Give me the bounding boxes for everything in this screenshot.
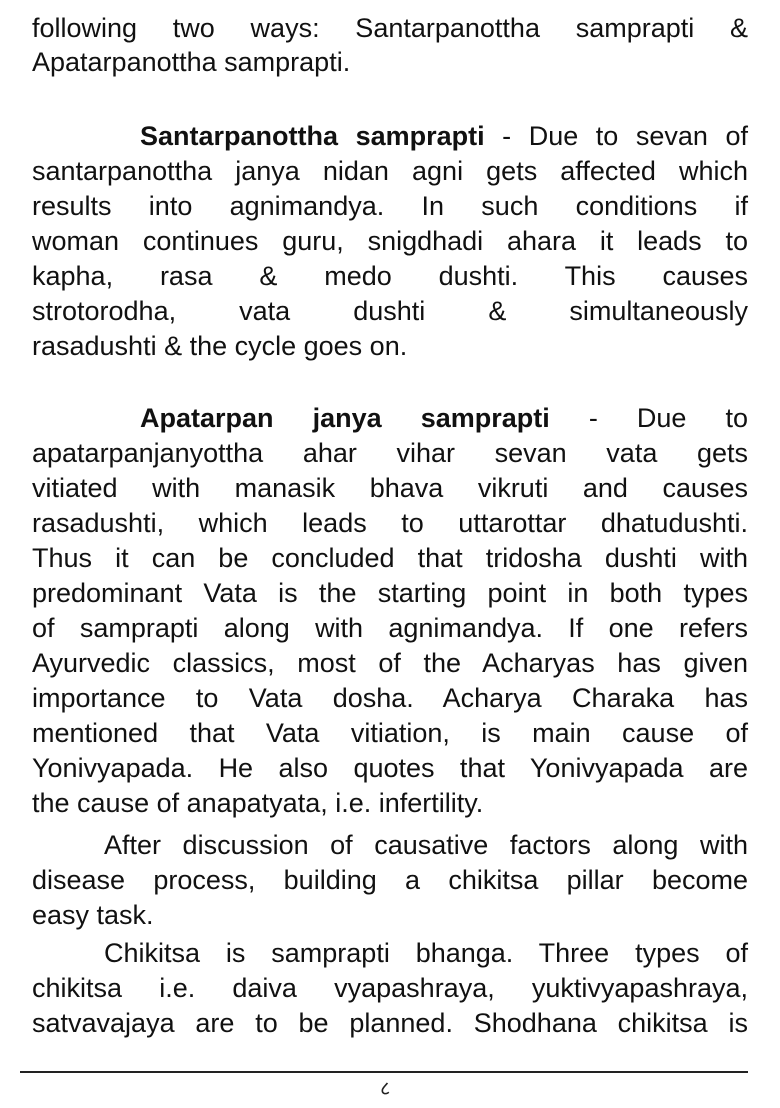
text-line	[32, 611, 748, 645]
text-line	[32, 329, 748, 363]
line-text: strotorodha, vata dushti & simultaneously	[32, 296, 748, 326]
text-line	[32, 154, 748, 188]
text-line	[32, 294, 748, 328]
line-text: After discussion of causative factors along with	[104, 830, 748, 860]
text-line	[32, 189, 748, 223]
text-line	[32, 898, 748, 932]
line-text: vitiated with manasik bhava vikruti and causes	[32, 473, 748, 503]
text-line	[32, 786, 748, 820]
text-line	[32, 436, 748, 470]
page-number: ८	[380, 1076, 391, 1100]
line-text: Ayurvedic classics, most of the Acharyas has given	[32, 648, 748, 678]
text-line	[32, 716, 748, 750]
text-line	[140, 401, 748, 435]
line-text: importance to Vata dosha. Acharya Charaka has	[32, 683, 748, 713]
text-line	[32, 11, 748, 45]
text-line	[32, 1006, 748, 1040]
text-line	[32, 576, 748, 610]
text-line	[140, 119, 748, 153]
text-line	[104, 936, 748, 970]
line-text: Chikitsa is samprapti bhanga. Three types of	[104, 938, 748, 968]
line-text: Thus it can be concluded that tridosha dushti with	[32, 543, 748, 573]
text-line	[32, 751, 748, 785]
line-text: Apatarpanottha samprapti.	[32, 47, 351, 77]
line-text: - Due to	[549, 403, 748, 433]
line-text: results into agnimandya. In such conditions if	[32, 191, 748, 221]
paragraph-heading: Apatarpan janya samprapti	[140, 403, 550, 433]
line-text: disease process, building a chikitsa pillar become	[32, 865, 748, 895]
text-line	[32, 646, 748, 680]
paragraph-heading: Santarpanottha samprapti	[140, 121, 485, 151]
line-text: of samprapti along with agnimandya. If one refers	[32, 613, 748, 643]
line-text: rasadushti & the cycle goes on.	[32, 331, 408, 361]
text-line	[32, 681, 748, 715]
text-line	[32, 45, 748, 79]
text-line	[32, 471, 748, 505]
text-line	[104, 828, 748, 862]
line-text: easy task.	[32, 900, 154, 930]
line-text: satvavajaya are to be planned. Shodhana chikitsa is	[32, 1008, 748, 1038]
line-text: apatarpanjanyottha ahar vihar sevan vata gets	[32, 438, 748, 468]
line-text: chikitsa i.e. daiva vyapashraya, yuktivyapashraya,	[32, 973, 748, 1003]
line-text: santarpanottha janya nidan agni gets affected which	[32, 156, 748, 186]
line-text: Yonivyapada. He also quotes that Yonivyapada are	[32, 753, 748, 783]
footer-rule	[20, 1071, 748, 1073]
line-text: rasadushti, which leads to uttarottar dhatudushti.	[32, 508, 748, 538]
line-text: - Due to sevan of	[484, 121, 748, 151]
line-text: woman continues guru, snigdhadi ahara it leads to	[32, 226, 748, 256]
text-line	[32, 863, 748, 897]
line-text: predominant Vata is the starting point in both types	[32, 578, 748, 608]
line-text: following two ways: Santarpanottha samprapti &	[32, 13, 748, 43]
line-text: kapha, rasa & medo dushti. This causes	[32, 261, 748, 291]
text-line	[32, 506, 748, 540]
text-line	[32, 971, 748, 1005]
text-line	[32, 541, 748, 575]
text-line	[32, 259, 748, 293]
line-text: mentioned that Vata vitiation, is main cause of	[32, 718, 748, 748]
text-line	[32, 224, 748, 258]
line-text: the cause of anapatyata, i.e. infertility.	[32, 788, 484, 818]
